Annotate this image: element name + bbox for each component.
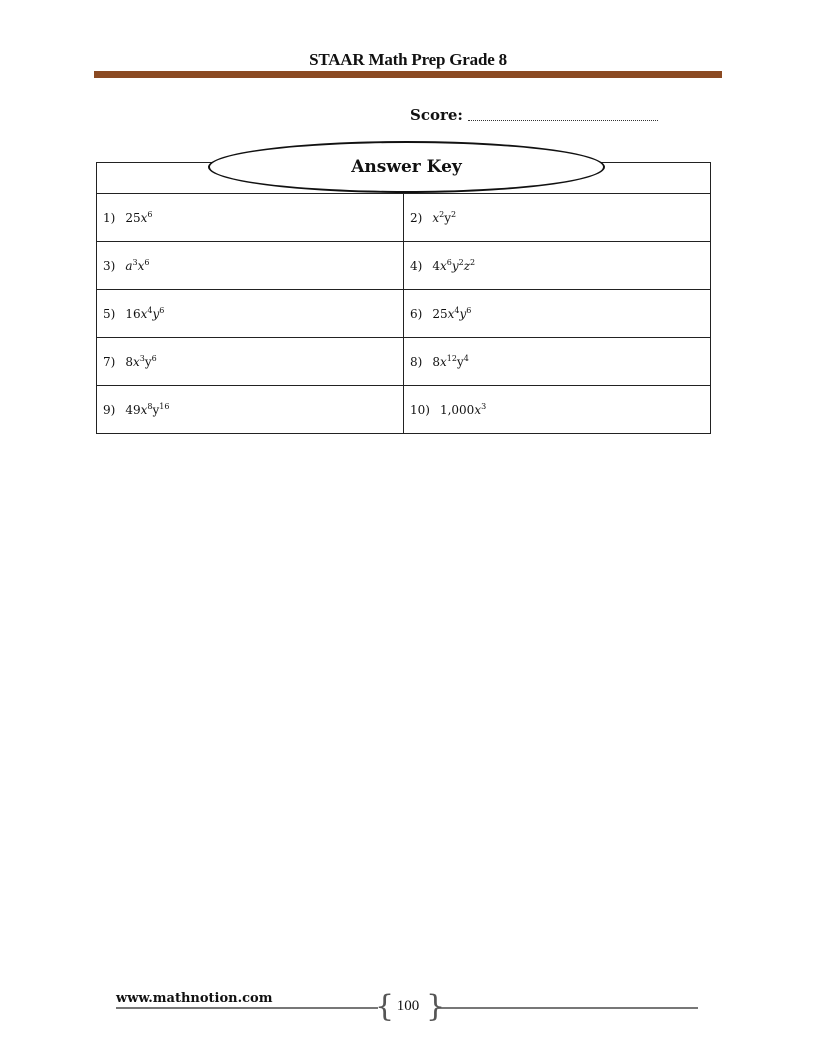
- answer-key-title: Answer Key: [351, 157, 462, 177]
- answer-expression: [432, 259, 475, 273]
- exponent: 6: [466, 305, 472, 315]
- answer-cell: [97, 194, 404, 242]
- variable: x: [439, 354, 447, 369]
- footer-rule-right: [438, 1007, 698, 1009]
- variable: x: [140, 306, 148, 321]
- answer-number: 9): [103, 402, 116, 417]
- answer-expression: [432, 355, 468, 369]
- answer-number: 1): [103, 210, 116, 225]
- answer-number: 10): [410, 402, 430, 417]
- exponent: 2: [470, 257, 476, 267]
- variable: x: [432, 210, 440, 225]
- table-row: [97, 194, 711, 242]
- answer-cell: [404, 194, 711, 242]
- coefficient: y: [144, 354, 152, 369]
- answer-expression: [432, 211, 456, 225]
- answer-expression: [125, 355, 156, 369]
- left-brace-icon: {: [375, 989, 395, 1024]
- coefficient: 16: [125, 306, 141, 321]
- coefficient: 8: [432, 354, 440, 369]
- answer-cell: [97, 338, 404, 386]
- coefficient: 25: [125, 210, 141, 225]
- answer-cell: [404, 290, 711, 338]
- answer-key-banner: [208, 141, 605, 193]
- coefficient: 1,000: [439, 402, 475, 417]
- coefficient: 49: [125, 402, 141, 417]
- answer-table: [96, 162, 711, 434]
- exponent: 4: [147, 305, 153, 315]
- right-brace-icon: }: [426, 989, 446, 1024]
- answer-expression: [125, 259, 149, 273]
- variable: y: [451, 258, 459, 273]
- exponent: 4: [454, 305, 460, 315]
- exponent: 3: [139, 353, 145, 363]
- exponent: 6: [147, 209, 153, 219]
- answer-cell: [97, 386, 404, 434]
- answer-cell: [97, 290, 404, 338]
- variable: x: [447, 306, 455, 321]
- coefficient: 4: [432, 258, 440, 273]
- exponent: 2: [458, 257, 464, 267]
- answer-expression: [440, 403, 486, 417]
- coefficient: y: [456, 354, 464, 369]
- answer-expression: [125, 307, 164, 321]
- exponent: 2: [439, 209, 445, 219]
- answer-number: 6): [410, 306, 423, 321]
- table-row: [97, 242, 711, 290]
- variable: x: [439, 258, 447, 273]
- exponent: 8: [147, 401, 153, 411]
- answer-cell: [404, 242, 711, 290]
- variable: x: [140, 402, 148, 417]
- page-number: 100: [396, 998, 420, 1014]
- answer-expression: [125, 211, 152, 225]
- answer-number: 2): [410, 210, 423, 225]
- exponent: 3: [481, 401, 487, 411]
- exponent: 16: [159, 401, 170, 411]
- score-blank-line: [468, 120, 658, 121]
- footer-website: www.mathnotion.com: [116, 991, 273, 1006]
- variable: x: [132, 354, 140, 369]
- variable: a: [125, 258, 133, 273]
- variable: y: [459, 306, 467, 321]
- exponent: 2: [450, 209, 457, 219]
- variable: z: [463, 258, 471, 273]
- table-row: [97, 386, 711, 434]
- exponent: 6: [446, 257, 452, 267]
- variable: y: [152, 306, 160, 321]
- answer-expression: [125, 403, 169, 417]
- answer-number: 4): [410, 258, 423, 273]
- coefficient: 25: [432, 306, 448, 321]
- answer-number: 3): [103, 258, 116, 273]
- coefficient: y: [444, 210, 451, 225]
- exponent: 3: [132, 257, 138, 267]
- score-label: Score:: [410, 106, 463, 124]
- exponent: 6: [159, 305, 165, 315]
- answer-cell: [404, 386, 711, 434]
- coefficient: y: [152, 402, 160, 417]
- footer-rule-left: [116, 1007, 378, 1009]
- variable: x: [137, 258, 145, 273]
- answer-number: 5): [103, 306, 116, 321]
- answer-cell: [97, 242, 404, 290]
- variable: x: [140, 210, 148, 225]
- answer-number: 7): [103, 354, 116, 369]
- exponent: 6: [144, 257, 150, 267]
- table-row: [97, 338, 711, 386]
- exponent: 6: [151, 353, 157, 363]
- exponent: 12: [446, 353, 457, 363]
- variable: x: [474, 402, 482, 417]
- table-row: [97, 290, 711, 338]
- answer-number: 8): [410, 354, 423, 369]
- answer-cell: [404, 338, 711, 386]
- title-rule: [94, 71, 722, 78]
- answer-expression: [432, 307, 471, 321]
- page-title: STAAR Math Prep Grade 8: [309, 50, 507, 69]
- exponent: 4: [463, 353, 469, 363]
- coefficient: 8: [125, 354, 133, 369]
